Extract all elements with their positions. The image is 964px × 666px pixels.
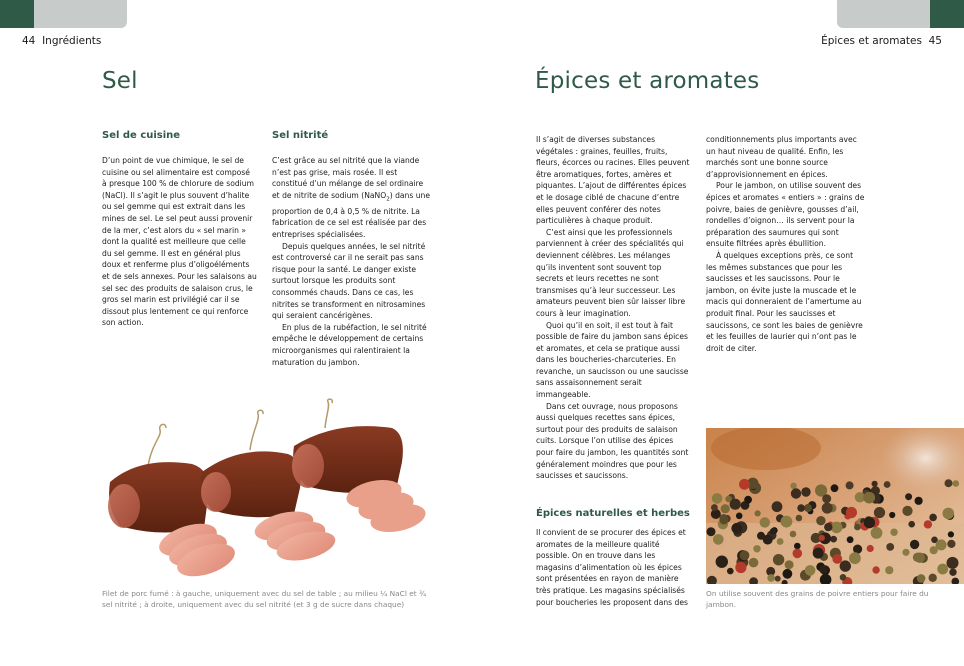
peppercorn bbox=[720, 514, 728, 522]
epices-paragraph-1: Il s’agit de diverses substances végétales : graines, feuilles, fruits, fleurs, écorces ou racines. Elles peuvent être aromatiques, fortes, amères et piquantes. L’ajout de différentes épices et le dosage ciblé de chacune d’entre elles peuvent conférer des notes particulières à chaque produit. bbox=[536, 135, 690, 226]
peppercorn bbox=[713, 534, 724, 545]
peppercorn bbox=[902, 506, 912, 516]
peppercorn bbox=[929, 574, 937, 582]
peppercorn bbox=[908, 521, 915, 528]
peppercorn bbox=[772, 501, 783, 512]
peppercorn bbox=[793, 549, 803, 559]
peppercorn bbox=[902, 549, 909, 556]
peppercorn bbox=[804, 504, 812, 512]
right-column-2-text bbox=[706, 134, 866, 354]
peppercorn bbox=[813, 548, 824, 559]
peppercorn bbox=[791, 488, 801, 498]
peppercorn bbox=[847, 536, 854, 543]
sel-nitrite-paragraph-1 bbox=[272, 155, 432, 241]
peppercorn bbox=[731, 523, 742, 534]
peppercorn bbox=[736, 513, 743, 520]
heading-epices-naturelles: Épices naturelles et herbes bbox=[536, 508, 690, 519]
peppercorn bbox=[707, 527, 716, 536]
peppercorn bbox=[816, 516, 825, 525]
sel-nitrite-p1-before: C’est grâce au sel nitrité que la viande n’est pas grise, mais rosée. Il est constitué d’un mélange de sel ordinaire et de nitrite de sodium (NaNO bbox=[272, 156, 424, 200]
peppercorn bbox=[753, 545, 760, 552]
epices-col2-paragraph-3: À quelques exceptions près, ce sont les mêmes substances que pour les saucisses et les saucissons. Pour le jambon, on évite juste la muscade et le macis qui donneraient de l’amertume au produit final. Pour les saucisses et saucissons, ce sont les baies de genièvre et les feuilles de laurier qui n’ont pas le droit de citer. bbox=[706, 250, 863, 353]
peppercorn bbox=[854, 524, 861, 531]
peppercorn bbox=[763, 535, 773, 545]
left-page-title: Sel bbox=[102, 68, 138, 94]
left-running-head-label: Ingrédients bbox=[42, 35, 102, 47]
peppercorn bbox=[716, 556, 728, 568]
peppercorn bbox=[885, 566, 893, 574]
peppercorn bbox=[760, 517, 770, 527]
peppercorn bbox=[739, 479, 750, 490]
epices-paragraph-3: Quoi qu’il en soit, il est tout à fait possible de faire du jambon sans épices et aromates, et cela se pratique aussi dans les boucheries-charcuteries. En revanche, un saucisson ou une saucisse sans assaisonnement serait immangeable. bbox=[536, 320, 689, 400]
peppercorn bbox=[889, 512, 895, 518]
peppercorn bbox=[819, 565, 828, 574]
right-corner-tab-grey bbox=[837, 0, 930, 28]
peppercorn bbox=[805, 565, 816, 576]
peppercorn bbox=[773, 554, 784, 565]
peppercorn bbox=[822, 494, 831, 503]
peppercorn bbox=[775, 576, 781, 582]
peppercorn bbox=[890, 529, 897, 536]
peppercorn bbox=[740, 551, 750, 561]
peppercorn bbox=[905, 493, 912, 500]
peppercorn bbox=[801, 487, 810, 496]
right-corner-tab-dark bbox=[930, 0, 964, 28]
peppercorn bbox=[947, 557, 959, 569]
sel-nitrite-p1-after: ) dans une proportion de 0,4 à 0,5 % de nitrite. La fabrication de ce sel est réalisée par des entreprises spécialisées. bbox=[272, 190, 431, 240]
right-running-head bbox=[821, 35, 942, 47]
peppercorn bbox=[915, 497, 923, 505]
peppercorn bbox=[730, 499, 741, 510]
peppercorn bbox=[846, 507, 857, 518]
peppercorn bbox=[796, 515, 803, 522]
peppercorn bbox=[840, 574, 847, 581]
right-photo-caption: On utilise souvent des grains de poivre entiers pour faire du jambon. bbox=[706, 589, 929, 610]
epices-col2-paragraph-1: conditionnements plus importants avec un haut niveau de qualité. Enfin, les marchés sont une bonne source d’approvisionnement en épices. bbox=[706, 135, 857, 179]
epices-col2-paragraph-2: Pour le jambon, on utilise souvent des épices et aromates « entiers » : grains de poivre, baies de genièvre, gousses d’ail, rondelles d’oignon… ils servent pour la préparation des saumures qui sont ensuite filtrées après ébullition. bbox=[706, 181, 865, 249]
left-corner-tab-dark bbox=[0, 0, 34, 28]
peppercorn bbox=[767, 574, 775, 582]
peppercorns-photo bbox=[706, 428, 964, 584]
peppercorn bbox=[831, 522, 843, 534]
peppercorn bbox=[929, 514, 937, 522]
peppercorn bbox=[824, 523, 832, 531]
sel-nitrite-text bbox=[272, 155, 432, 368]
peppercorn bbox=[871, 527, 883, 539]
peppercorn bbox=[790, 483, 796, 489]
smoked-pork-fillet-photo bbox=[100, 398, 435, 580]
sel-de-cuisine-paragraph: D’un point de vue chimique, le sel de cuisine ou sel alimentaire est composé à presque 100 % de chlorure de sodium (NaCl). Il s’agit le plus souvent d’halite ou sel gemme qui est extrait dans les mines de sel. Le sel peut aussi provenir de la mer, c’est alors du « sel marin » dont la qualité est meilleure que celle du sel gemme. Il est en général plus doux et renferme plus d’oligoéléments et de sels annexes. Pour les salaisons au sel sec des produits de salaison crus, le gros sel marin est privilégié car il se dissout plus lentement ce qui renforce son action. bbox=[102, 156, 257, 328]
heading-sel-de-cuisine: Sel de cuisine bbox=[102, 130, 181, 141]
peppercorn bbox=[727, 568, 734, 575]
right-page-number: 45 bbox=[928, 35, 942, 47]
peppercorn bbox=[937, 564, 948, 575]
peppercorn bbox=[917, 574, 926, 583]
peppercorn bbox=[872, 566, 879, 573]
peppercorn bbox=[924, 520, 932, 528]
peppercorn bbox=[770, 528, 776, 534]
peppercorn bbox=[872, 481, 878, 487]
peppercorn bbox=[849, 552, 861, 564]
peppercorn bbox=[830, 536, 837, 543]
sel-nitrite-paragraph-2: Depuis quelques années, le sel nitrité est controversé car il ne serait pas sans risque pour la santé. Le danger existe surtout lorsque les produits sont consommés chauds. Dans ce cas, les nitrites se transforment en nitrosamines qui seraient cancérigènes. bbox=[272, 241, 426, 321]
peppercorn bbox=[711, 504, 718, 511]
peppercorn bbox=[777, 538, 784, 545]
right-running-head-label: Épices et aromates bbox=[821, 35, 922, 47]
peppercorn bbox=[790, 531, 797, 538]
left-photo-caption: Filet de porc fumé : à gauche, uniquement avec du sel de table ; au milieu ¼ NaCl et ¾ sel nitrité ; à droite, uniquement avec du sel nitrité (et 3 g de sucre dans chaque) bbox=[102, 589, 427, 610]
left-running-head bbox=[22, 35, 101, 47]
left-corner-tab-grey bbox=[34, 0, 127, 28]
peppercorn bbox=[886, 543, 894, 551]
peppercorn bbox=[822, 503, 833, 514]
peppercorn bbox=[945, 479, 953, 487]
peppercorn bbox=[853, 545, 862, 554]
peppercorn bbox=[846, 481, 854, 489]
peppercorn bbox=[864, 517, 875, 528]
peppercorn bbox=[874, 507, 885, 518]
epices-naturelles-paragraph: Il convient de se procurer des épices et aromates de la meilleure qualité possible. On en trouve dans les magasins d’alimentation où les épices sont présentées en rayon de manière très pratique. Les magasins spécialisés pour boucheries les proposent dans des bbox=[536, 528, 689, 607]
peppercorn bbox=[863, 492, 875, 504]
peppercorn bbox=[915, 553, 925, 563]
peppercorn bbox=[755, 510, 761, 516]
right-page-title: Épices et aromates bbox=[535, 68, 760, 94]
sel-nitrite-paragraph-3: En plus de la rubéfaction, le sel nitrité empêche le développement de certains microorganismes qui ralentiraient la maturation du jambon. bbox=[272, 322, 427, 367]
peppercorn bbox=[943, 508, 955, 520]
peppercorn bbox=[735, 562, 746, 573]
peppercorn bbox=[783, 569, 793, 579]
sel-de-cuisine-text bbox=[102, 155, 257, 329]
peppercorn bbox=[819, 535, 825, 541]
peppercorn bbox=[832, 554, 842, 564]
peppercorn bbox=[930, 546, 938, 554]
epices-paragraph-2: C’est ainsi que les professionnels parviennent à créer des spécialités qui deviennent célèbres. Les mélanges qu’ils inventent sont souvent top secrets et leurs recettes ne sont transmises qu’à leur successeur. Les amateurs peuvent bien sûr laisser libre cours à leur imagination. bbox=[536, 227, 686, 318]
peppercorn bbox=[721, 504, 730, 513]
peppercorn bbox=[794, 543, 801, 550]
peppercorn bbox=[712, 493, 723, 504]
peppercorn bbox=[910, 540, 919, 549]
peppercorn bbox=[953, 480, 960, 487]
peppercorn bbox=[785, 560, 794, 569]
peppercorn bbox=[840, 560, 851, 571]
peppercorn bbox=[947, 540, 955, 548]
peppercorn bbox=[884, 481, 891, 488]
left-page-number: 44 bbox=[22, 35, 36, 47]
epices-paragraph-4: Dans cet ouvrage, nous proposons aussi quelques recettes sans épices, surtout pour des produits de salaison cuits. Lorsque l’on utilise des épices pour faire du jambon, les quantités sont généralement moindres que pour les saucisses et saucissons. bbox=[536, 401, 689, 481]
peppercorn bbox=[948, 531, 954, 537]
peppercorn bbox=[744, 496, 752, 504]
right-column-1-text bbox=[536, 134, 691, 482]
peppercorn bbox=[797, 504, 805, 512]
epices-naturelles-text bbox=[536, 527, 691, 608]
heading-sel-nitrite: Sel nitrité bbox=[272, 130, 329, 141]
peppercorn bbox=[749, 558, 759, 568]
peppercorn bbox=[867, 545, 874, 552]
peppercorn bbox=[949, 569, 956, 576]
peppercorn bbox=[781, 516, 793, 528]
nano2-subscript: 2 bbox=[386, 196, 390, 203]
peppercorn bbox=[831, 484, 839, 492]
